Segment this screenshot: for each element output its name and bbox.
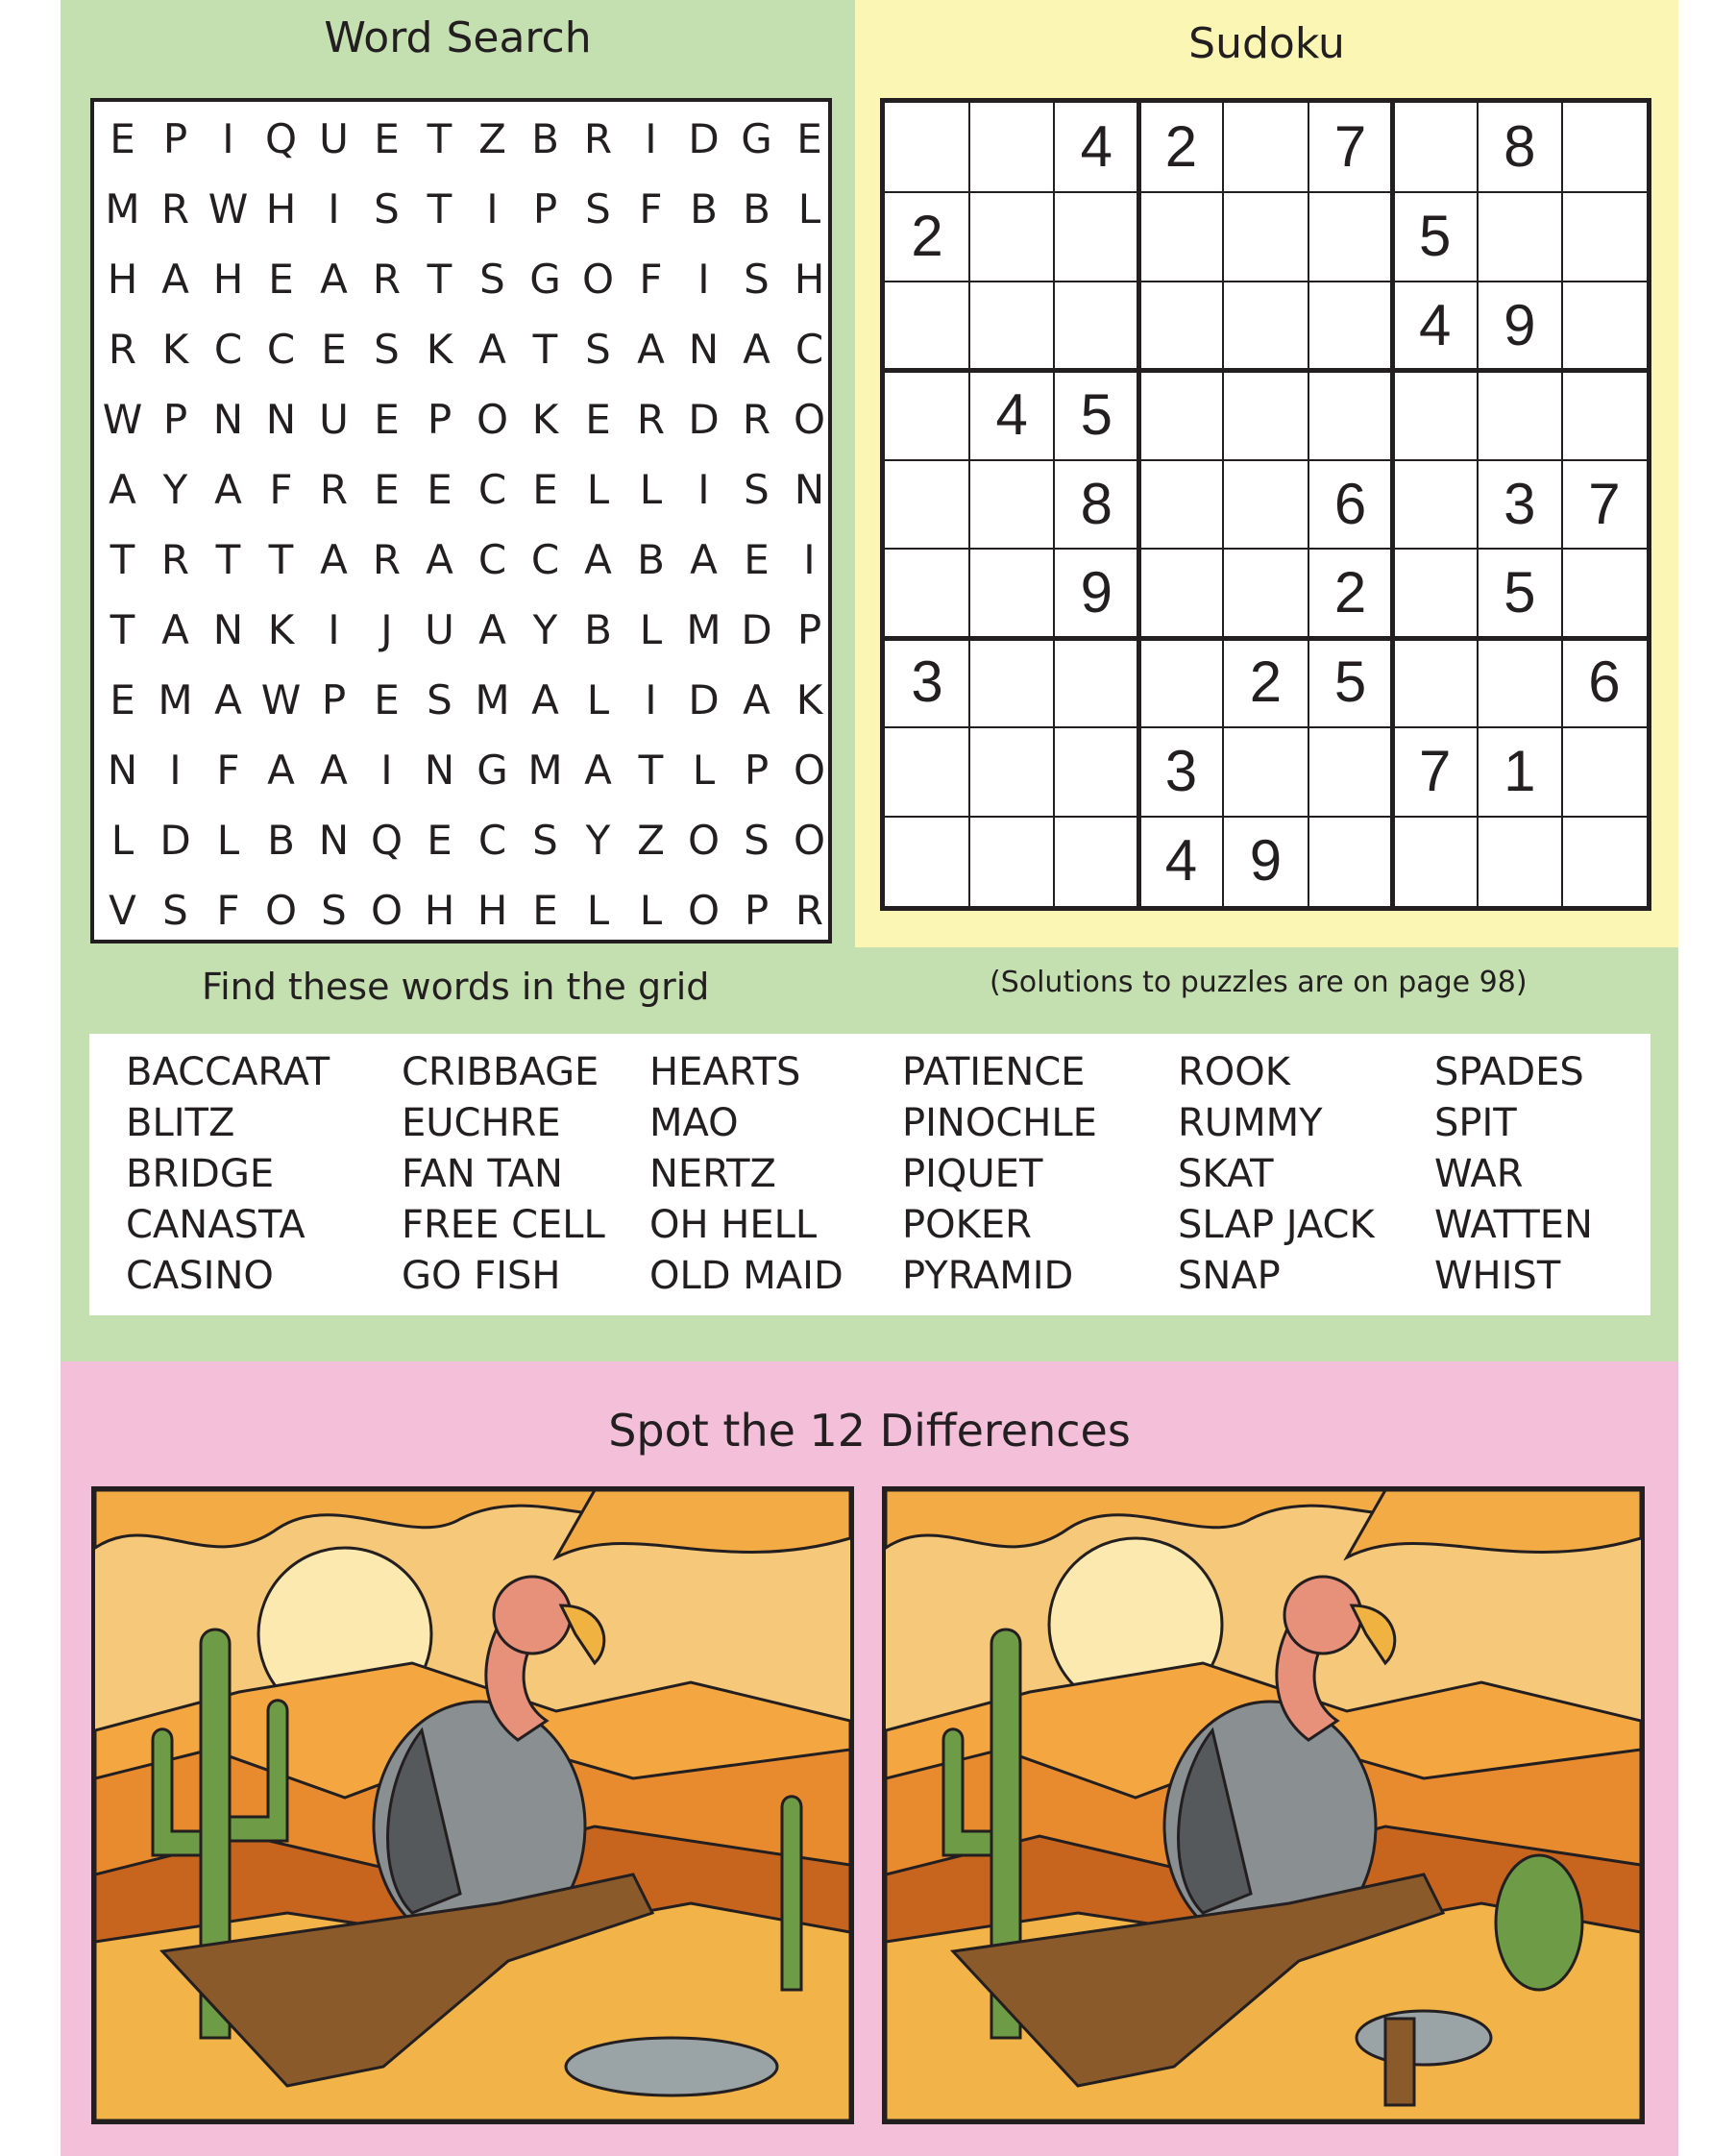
differences-title: Spot the 12 Differences	[608, 1405, 1131, 1457]
word-search-letter[interactable]: B	[267, 817, 295, 864]
word-search-letter[interactable]: O	[687, 817, 721, 864]
sudoku-empty-cell[interactable]	[1308, 192, 1393, 282]
word-search-letter[interactable]: A	[584, 747, 612, 794]
word-search-letter[interactable]: I	[380, 747, 393, 794]
word-search-letter[interactable]: B	[584, 606, 612, 653]
word-search-letter[interactable]: O	[793, 817, 826, 864]
sudoku-empty-cell[interactable]	[969, 460, 1054, 550]
sudoku-given-number[interactable]: 4	[1164, 828, 1198, 894]
word-list-column	[649, 1047, 844, 1302]
sudoku-empty-cell[interactable]	[1393, 103, 1478, 192]
word-search-letter[interactable]: N	[212, 606, 244, 653]
word-search-letter[interactable]: S	[744, 466, 770, 513]
word-search-letter[interactable]: W	[102, 396, 143, 443]
word-search-letter[interactable]: Y	[532, 606, 558, 653]
word-search-letter[interactable]: G	[529, 256, 561, 303]
word-list-item: EUCHRE	[402, 1101, 561, 1145]
word-search-letter[interactable]: P	[796, 606, 822, 653]
word-search-letter[interactable]: S	[585, 326, 611, 373]
word-search-letter[interactable]: E	[427, 817, 452, 864]
sudoku-empty-cell[interactable]	[1054, 727, 1138, 817]
word-search-letter[interactable]: L	[692, 747, 716, 794]
word-list-item: SPADES	[1434, 1050, 1584, 1094]
word-search-letter[interactable]: Y	[585, 817, 611, 864]
word-search-letter[interactable]: P	[744, 887, 770, 934]
word-search-letter[interactable]: E	[532, 466, 558, 513]
word-search-letter[interactable]: L	[586, 887, 610, 934]
word-search-letter[interactable]: B	[743, 185, 770, 233]
sudoku-empty-cell[interactable]	[1478, 638, 1562, 727]
sudoku-empty-cell[interactable]	[1478, 371, 1562, 460]
sudoku-empty-cell[interactable]	[1393, 549, 1478, 638]
sudoku-given-number[interactable]: 7	[1333, 114, 1367, 179]
word-list-item: BRIDGE	[126, 1152, 275, 1196]
sudoku-empty-cell[interactable]	[1223, 549, 1308, 638]
sudoku-given-number[interactable]: 4	[995, 381, 1028, 447]
word-list-item: PIQUET	[902, 1152, 1043, 1196]
sudoku-empty-cell[interactable]	[885, 371, 969, 460]
word-search-letter[interactable]: T	[638, 747, 664, 794]
sudoku-empty-cell[interactable]	[1054, 817, 1138, 906]
word-search-letter[interactable]: E	[585, 396, 611, 443]
word-search-letter[interactable]: N	[265, 396, 297, 443]
word-list-item: CRIBBAGE	[402, 1050, 599, 1094]
word-search-letter[interactable]: P	[162, 115, 188, 162]
sudoku-empty-cell[interactable]	[1562, 371, 1647, 460]
word-search-letter[interactable]: I	[645, 676, 657, 723]
word-search-letter[interactable]: D	[688, 115, 720, 162]
sudoku-empty-cell[interactable]	[885, 727, 969, 817]
sudoku-empty-cell[interactable]	[885, 460, 969, 550]
sudoku-empty-cell[interactable]	[969, 192, 1054, 282]
sudoku-given-number[interactable]: 4	[1080, 114, 1113, 179]
word-search-letter[interactable]: O	[687, 887, 721, 934]
sudoku-given-number[interactable]: 1	[1504, 739, 1536, 804]
sudoku-empty-cell[interactable]	[1308, 817, 1393, 906]
sudoku-empty-cell[interactable]	[885, 103, 969, 192]
sudoku-empty-cell[interactable]	[1562, 817, 1647, 906]
word-search-letter[interactable]: R	[160, 185, 190, 233]
word-search-letter[interactable]: O	[793, 747, 826, 794]
sudoku-given-number[interactable]: 9	[1080, 560, 1113, 625]
word-search-letter[interactable]: I	[645, 115, 657, 162]
word-list-item: PINOCHLE	[902, 1101, 1097, 1145]
word-search-letter[interactable]: Q	[264, 115, 298, 162]
word-search-letter[interactable]: A	[161, 606, 189, 653]
sudoku-empty-cell[interactable]	[1478, 817, 1562, 906]
word-search-letter[interactable]: N	[318, 817, 350, 864]
word-search-grid[interactable]	[90, 98, 832, 943]
word-search-letter[interactable]: E	[374, 396, 400, 443]
word-search-letter[interactable]: L	[586, 466, 610, 513]
word-search-letter[interactable]: T	[532, 326, 558, 373]
word-search-letter[interactable]: A	[637, 326, 665, 373]
word-search-title: Word Search	[324, 13, 592, 62]
word-search-letter[interactable]: C	[530, 536, 560, 583]
word-search-letter[interactable]: D	[741, 606, 772, 653]
word-list-column	[902, 1047, 1097, 1302]
sudoku-empty-cell[interactable]	[1308, 727, 1393, 817]
word-search-letter[interactable]: F	[216, 887, 240, 934]
sudoku-empty-cell[interactable]	[1393, 371, 1478, 460]
word-search-letter[interactable]: Y	[162, 466, 188, 513]
word-list-item: WHIST	[1434, 1254, 1561, 1298]
word-search-letter[interactable]: P	[744, 747, 770, 794]
sudoku-empty-cell[interactable]	[1138, 460, 1223, 550]
word-search-letter[interactable]: C	[795, 326, 824, 373]
word-search-letter[interactable]: I	[328, 606, 340, 653]
word-search-letter[interactable]: S	[479, 256, 505, 303]
word-search-letter[interactable]: K	[267, 606, 295, 653]
sudoku-given-number[interactable]: 6	[1588, 649, 1621, 715]
word-search-letter[interactable]: L	[639, 466, 663, 513]
sudoku-empty-cell[interactable]	[1393, 638, 1478, 727]
word-search-letter[interactable]: C	[477, 466, 507, 513]
sudoku-grid[interactable]	[880, 98, 1651, 911]
sudoku-given-number[interactable]: 8	[1504, 114, 1536, 179]
sudoku-given-number[interactable]: 6	[1333, 471, 1367, 536]
word-search-letter[interactable]: E	[374, 676, 400, 723]
word-search-letter[interactable]: K	[531, 396, 559, 443]
word-search-letter[interactable]: I	[697, 256, 710, 303]
word-search-letter[interactable]: L	[639, 887, 663, 934]
word-search-letter[interactable]: S	[585, 185, 611, 233]
sudoku-empty-cell[interactable]	[969, 817, 1054, 906]
word-search-letter[interactable]: T	[427, 256, 452, 303]
word-search-letter[interactable]: I	[169, 747, 182, 794]
word-search-letter[interactable]: C	[213, 326, 243, 373]
word-search-letter[interactable]: S	[374, 185, 400, 233]
word-list-item: FREE CELL	[402, 1203, 605, 1247]
word-search-letter[interactable]: D	[688, 396, 720, 443]
word-search-letter[interactable]: M	[686, 606, 721, 653]
word-search-letter[interactable]: A	[426, 536, 453, 583]
word-list-column	[126, 1047, 330, 1302]
word-search-letter[interactable]: E	[532, 887, 558, 934]
word-search-letter[interactable]: H	[212, 256, 244, 303]
word-list-item: SPIT	[1434, 1101, 1517, 1145]
word-list-item: PATIENCE	[902, 1050, 1086, 1094]
word-search-letter[interactable]: L	[797, 185, 821, 233]
sudoku-given-number[interactable]: 3	[911, 649, 943, 715]
sudoku-empty-cell[interactable]	[1223, 192, 1308, 282]
word-search-letter[interactable]: K	[161, 326, 189, 373]
sudoku-empty-cell[interactable]	[1138, 549, 1223, 638]
word-search-letter[interactable]: I	[328, 185, 340, 233]
sudoku-empty-cell[interactable]	[1138, 192, 1223, 282]
word-search-letter[interactable]: H	[424, 887, 455, 934]
word-search-letter[interactable]: U	[425, 606, 454, 653]
sudoku-given-number[interactable]: 5	[1504, 560, 1536, 625]
sudoku-empty-cell[interactable]	[1308, 282, 1393, 371]
word-search-letter[interactable]: Q	[370, 817, 403, 864]
sudoku-empty-cell[interactable]	[1562, 282, 1647, 371]
sudoku-empty-cell[interactable]	[969, 638, 1054, 727]
word-search-letter[interactable]: L	[586, 676, 610, 723]
sudoku-given-number[interactable]: 7	[1588, 471, 1621, 536]
word-search-letter[interactable]: O	[264, 887, 298, 934]
sudoku-empty-cell[interactable]	[1223, 282, 1308, 371]
word-search-letter[interactable]: W	[260, 676, 302, 723]
word-search-letter[interactable]: R	[742, 396, 771, 443]
word-list-item: BLITZ	[126, 1101, 235, 1145]
word-list-item: WAR	[1434, 1152, 1524, 1196]
word-search-letter[interactable]: S	[162, 887, 188, 934]
word-search-letter[interactable]: N	[794, 466, 825, 513]
word-search-letter[interactable]: P	[162, 396, 188, 443]
sudoku-empty-cell[interactable]	[969, 282, 1054, 371]
word-search-letter[interactable]: A	[584, 536, 612, 583]
word-list-item: OLD MAID	[649, 1254, 844, 1298]
sudoku-given-number[interactable]: 9	[1249, 828, 1283, 894]
word-search-letter[interactable]: N	[107, 747, 138, 794]
word-search-letter[interactable]: W	[208, 185, 249, 233]
sudoku-empty-cell[interactable]	[1223, 103, 1308, 192]
word-search-letter[interactable]: S	[374, 326, 400, 373]
word-list-column	[402, 1047, 605, 1302]
word-search-letter[interactable]: A	[531, 676, 559, 723]
word-search-letter[interactable]: E	[110, 115, 135, 162]
word-list-item: SNAP	[1178, 1254, 1281, 1298]
sudoku-given-number[interactable]: 8	[1080, 471, 1113, 536]
word-search-letter[interactable]: P	[321, 676, 347, 723]
word-search-letter[interactable]: C	[477, 817, 507, 864]
sudoku-empty-cell[interactable]	[1393, 460, 1478, 550]
sudoku-given-number[interactable]: 3	[1504, 471, 1536, 536]
word-search-letter[interactable]: E	[374, 466, 400, 513]
word-search-letter[interactable]: F	[639, 256, 663, 303]
word-search-letter[interactable]: H	[265, 185, 297, 233]
word-list-item: SLAP JACK	[1178, 1203, 1375, 1247]
word-search-letter[interactable]: E	[321, 326, 347, 373]
word-search-letter[interactable]: M	[527, 747, 563, 794]
word-list-item: SKAT	[1178, 1152, 1274, 1196]
word-list-item: MAO	[649, 1101, 739, 1145]
word-search-letter[interactable]: E	[796, 115, 822, 162]
word-search-letter[interactable]: G	[741, 115, 772, 162]
word-search-letter[interactable]: H	[794, 256, 825, 303]
word-search-letter[interactable]: R	[636, 396, 666, 443]
word-search-letter[interactable]: F	[216, 747, 240, 794]
word-search-letter[interactable]: I	[803, 536, 816, 583]
word-search-letter[interactable]: E	[268, 256, 294, 303]
sudoku-given-number[interactable]: 7	[1419, 739, 1452, 804]
word-search-letter[interactable]: V	[109, 887, 136, 934]
sudoku-empty-cell[interactable]	[1562, 103, 1647, 192]
word-search-letter[interactable]: A	[743, 326, 770, 373]
word-search-letter[interactable]: T	[215, 536, 241, 583]
sudoku-given-number[interactable]: 2	[1164, 114, 1198, 179]
word-search-letter[interactable]: L	[216, 817, 240, 864]
word-search-letter[interactable]: R	[160, 536, 190, 583]
sudoku-given-number[interactable]: 3	[1164, 739, 1198, 804]
word-list-item: OH HELL	[649, 1203, 818, 1247]
sudoku-empty-cell[interactable]	[1138, 282, 1223, 371]
word-search-letter[interactable]: J	[380, 606, 393, 653]
word-list-item: WATTEN	[1434, 1203, 1593, 1247]
word-list-column	[1434, 1047, 1593, 1302]
word-search-letter[interactable]: S	[744, 256, 770, 303]
sudoku-given-number[interactable]: 2	[1333, 560, 1367, 625]
word-list-item: PYRAMID	[902, 1254, 1074, 1298]
word-search-letter[interactable]: L	[639, 606, 663, 653]
sudoku-title: Sudoku	[1188, 19, 1345, 68]
word-list-item: BACCARAT	[126, 1050, 330, 1094]
sudoku-empty-cell[interactable]	[1562, 549, 1647, 638]
word-search-letter[interactable]: F	[639, 185, 663, 233]
sudoku-empty-cell[interactable]	[885, 549, 969, 638]
word-list-column	[1178, 1047, 1375, 1302]
sudoku-given-number[interactable]: 5	[1419, 203, 1452, 268]
sudoku-empty-cell[interactable]	[969, 727, 1054, 817]
word-search-letter[interactable]: A	[214, 676, 242, 723]
word-search-letter[interactable]: O	[581, 256, 615, 303]
word-search-letter[interactable]: T	[427, 185, 452, 233]
sudoku-empty-cell[interactable]	[1478, 192, 1562, 282]
word-search-letter[interactable]: A	[267, 747, 295, 794]
word-search-letter[interactable]: T	[268, 536, 294, 583]
word-list-item: HEARTS	[649, 1050, 801, 1094]
word-search-letter[interactable]: A	[320, 256, 348, 303]
word-search-letter[interactable]: A	[743, 676, 770, 723]
word-search-letter[interactable]: T	[110, 606, 135, 653]
word-search-letter[interactable]: B	[531, 115, 559, 162]
word-search-letter[interactable]: F	[269, 466, 293, 513]
sudoku-empty-cell[interactable]	[1054, 638, 1138, 727]
word-search-letter[interactable]: O	[476, 396, 509, 443]
word-search-letter[interactable]: P	[532, 185, 558, 233]
word-search-letter[interactable]: I	[222, 115, 234, 162]
word-search-letter[interactable]: I	[486, 185, 499, 233]
word-search-letter[interactable]: M	[475, 676, 510, 723]
word-search-letter[interactable]: D	[688, 676, 720, 723]
word-list-item: ROOK	[1178, 1050, 1290, 1094]
sudoku-empty-cell[interactable]	[969, 103, 1054, 192]
word-search-letter[interactable]: U	[319, 115, 349, 162]
sudoku-empty-cell[interactable]	[1138, 371, 1223, 460]
word-list-item: CASINO	[126, 1254, 274, 1298]
word-search-letter[interactable]: I	[697, 466, 710, 513]
word-search-letter[interactable]: S	[427, 676, 452, 723]
word-search-letter[interactable]: R	[372, 256, 402, 303]
word-search-letter[interactable]: Z	[637, 817, 665, 864]
word-search-letter[interactable]: S	[321, 887, 347, 934]
sudoku-given-number[interactable]: 5	[1333, 649, 1367, 715]
word-search-letter[interactable]: K	[795, 676, 823, 723]
word-list-item: POKER	[902, 1203, 1032, 1247]
sudoku-empty-cell[interactable]	[969, 549, 1054, 638]
sudoku-given-number[interactable]: 5	[1080, 381, 1113, 447]
word-search-letter[interactable]: D	[159, 817, 191, 864]
sudoku-empty-cell[interactable]	[1393, 817, 1478, 906]
word-search-letter[interactable]: T	[427, 115, 452, 162]
sudoku-empty-cell[interactable]	[1223, 371, 1308, 460]
word-search-letter[interactable]: R	[583, 115, 613, 162]
word-search-letter[interactable]: R	[372, 536, 402, 583]
sudoku-empty-cell[interactable]	[1054, 192, 1138, 282]
word-list-item: CANASTA	[126, 1203, 306, 1247]
word-search-letter[interactable]: A	[690, 536, 718, 583]
word-search-letter[interactable]: K	[426, 326, 453, 373]
sudoku-empty-cell[interactable]	[885, 282, 969, 371]
word-search-letter[interactable]: O	[370, 887, 403, 934]
left-picture[interactable]	[91, 1486, 854, 2124]
sudoku-empty-cell[interactable]	[1138, 638, 1223, 727]
word-search-letter[interactable]: Z	[478, 115, 506, 162]
word-search-letter[interactable]: S	[744, 817, 770, 864]
word-search-letter[interactable]: A	[478, 606, 506, 653]
word-list-item: FAN TAN	[402, 1152, 563, 1196]
sudoku-empty-cell[interactable]	[1223, 727, 1308, 817]
sudoku-empty-cell[interactable]	[1223, 460, 1308, 550]
sudoku-given-number[interactable]: 2	[911, 203, 943, 268]
word-search-letter[interactable]: E	[744, 536, 770, 583]
word-list-item: RUMMY	[1178, 1101, 1323, 1145]
word-search-letter[interactable]: P	[427, 396, 452, 443]
word-search-letter[interactable]: B	[690, 185, 718, 233]
word-search-letter[interactable]: G	[477, 747, 508, 794]
sudoku-empty-cell[interactable]	[1054, 282, 1138, 371]
word-search-letter[interactable]: M	[158, 676, 193, 723]
sudoku-given-number[interactable]: 9	[1504, 292, 1536, 357]
word-list-item: GO FISH	[402, 1254, 561, 1298]
word-search-letter[interactable]: A	[109, 466, 136, 513]
word-search-letter[interactable]: N	[688, 326, 720, 373]
word-search-letter[interactable]: H	[107, 256, 138, 303]
word-search-letter[interactable]: R	[319, 466, 349, 513]
sudoku-empty-cell[interactable]	[1562, 192, 1647, 282]
word-list-title: Find these words in the grid	[202, 966, 710, 1008]
word-search-letter[interactable]: O	[793, 396, 826, 443]
word-search-letter[interactable]: C	[266, 326, 296, 373]
word-search-letter[interactable]: A	[320, 747, 348, 794]
word-search-letter[interactable]: R	[108, 326, 137, 373]
word-search-letter[interactable]: E	[374, 115, 400, 162]
right-picture[interactable]	[882, 1486, 1645, 2124]
sudoku-empty-cell[interactable]	[1562, 727, 1647, 817]
word-search-letter[interactable]: A	[478, 326, 506, 373]
word-search-letter[interactable]: E	[110, 676, 135, 723]
sudoku-given-number[interactable]: 4	[1419, 292, 1452, 357]
word-search-letter[interactable]: E	[427, 466, 452, 513]
word-search-letter[interactable]: R	[795, 887, 824, 934]
word-search-letter[interactable]: H	[477, 887, 508, 934]
sudoku-given-number[interactable]: 2	[1249, 649, 1283, 715]
sudoku-empty-cell[interactable]	[1308, 371, 1393, 460]
word-search-letter[interactable]: B	[637, 536, 665, 583]
word-list-item: NERTZ	[649, 1152, 776, 1196]
word-search-letter[interactable]: C	[477, 536, 507, 583]
word-search-letter[interactable]: L	[110, 817, 134, 864]
word-search-letter[interactable]: A	[161, 256, 189, 303]
word-search-letter[interactable]: N	[212, 396, 244, 443]
word-list-box	[89, 1034, 1650, 1315]
word-search-letter[interactable]: U	[319, 396, 349, 443]
word-search-letter[interactable]: M	[105, 185, 140, 233]
word-search-letter[interactable]: A	[320, 536, 348, 583]
word-search-letter[interactable]: A	[214, 466, 242, 513]
solutions-note: (Solutions to puzzles are on page 98)	[990, 966, 1528, 999]
word-search-letter[interactable]: S	[532, 817, 558, 864]
sudoku-empty-cell[interactable]	[885, 817, 969, 906]
word-search-letter[interactable]: N	[424, 747, 455, 794]
word-search-letter[interactable]: T	[110, 536, 135, 583]
